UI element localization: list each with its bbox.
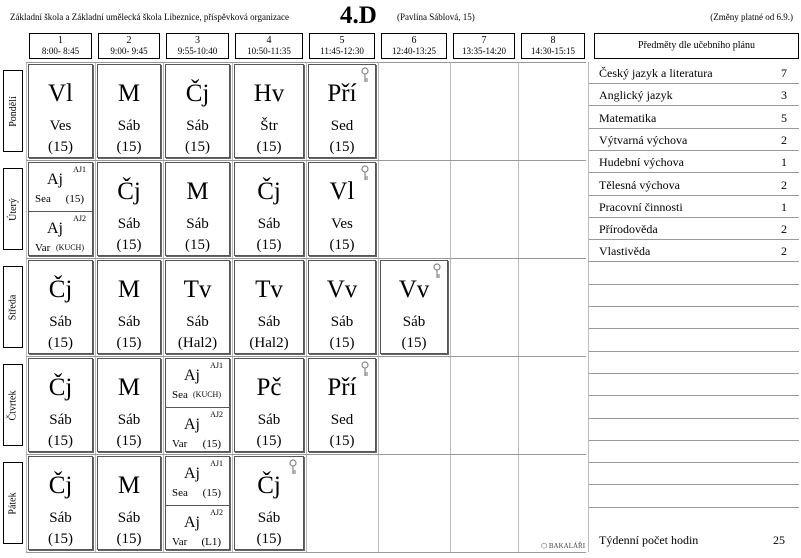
lesson-subject: Vl: [329, 178, 355, 205]
lesson-subject: Aj: [184, 514, 200, 531]
lesson-teacher: Var: [172, 536, 188, 548]
lesson-cell[interactable]: [28, 260, 93, 354]
lesson-teacher: Sea: [35, 193, 51, 205]
key-icon: [287, 459, 299, 475]
grid-row-line: [26, 62, 586, 63]
period-header-6: [381, 33, 447, 59]
lesson-cell[interactable]: [28, 358, 93, 452]
lesson-cell[interactable]: [308, 162, 376, 256]
lesson-teacher: Sáb: [49, 510, 72, 526]
lesson-subject: Aj: [47, 220, 63, 237]
lesson-teacher: Var: [172, 438, 188, 450]
lesson-teacher: Sáb: [117, 510, 141, 526]
lesson-room: (15): [256, 237, 282, 253]
period-time: 11:45-12:30: [320, 46, 364, 56]
day-name: Středa: [7, 294, 19, 320]
group-label: AJ2: [73, 214, 86, 223]
changes-note: (Změny platné od 6.9.): [710, 12, 793, 22]
lesson-cell[interactable]: [165, 456, 230, 550]
subject-row: [589, 397, 799, 419]
subject-hours: 2: [781, 177, 787, 192]
class-teacher: (Pavlína Sáblová, 15): [397, 12, 475, 22]
lesson-room: (15): [116, 139, 142, 155]
lesson-cell[interactable]: [165, 260, 230, 354]
lesson-room: (Hal2): [177, 335, 218, 351]
lesson-subject: M: [117, 472, 141, 499]
grid-row-line: [26, 258, 586, 259]
lesson-room: (15): [48, 531, 73, 547]
lesson-room: (15): [48, 139, 73, 155]
lesson-room: (15): [116, 433, 142, 449]
lesson-teacher: Var: [35, 242, 51, 254]
lesson-cell[interactable]: [28, 456, 93, 550]
subject-name: Výtvarná výchova: [599, 132, 688, 147]
lesson-cell[interactable]: [234, 162, 304, 256]
lesson-room: (15): [401, 335, 427, 351]
weekly-total-row: [589, 528, 799, 552]
lesson-room: (15): [116, 335, 142, 351]
group-lesson[interactable]: [29, 211, 92, 259]
day-label-5: [3, 462, 23, 544]
grid-row-line: [26, 552, 586, 553]
lesson-room: (15): [48, 433, 73, 449]
subject-row: [589, 374, 799, 396]
subject-name: Vlastivěda: [599, 244, 651, 259]
lesson-room: (15): [256, 433, 282, 449]
group-label: AJ2: [210, 508, 223, 517]
lesson-room: (15): [329, 433, 355, 449]
grid-row-line: [26, 454, 586, 455]
key-icon: [431, 263, 443, 279]
lesson-teacher: Ves: [49, 118, 72, 134]
lesson-subject: Vv: [398, 276, 430, 303]
lesson-subject: Pří: [327, 80, 357, 107]
grid-row-line: [26, 160, 586, 161]
lesson-teacher: Sáb: [117, 216, 141, 232]
subject-name: Český jazyk a literatura: [599, 66, 713, 80]
lesson-subject: Tv: [183, 276, 212, 303]
lesson-teacher: Sáb: [117, 412, 141, 428]
subject-row: [589, 285, 799, 307]
lesson-cell[interactable]: [165, 358, 230, 452]
lesson-room: (15): [329, 335, 355, 351]
lesson-teacher: Sáb: [257, 510, 281, 526]
period-header-8: [521, 33, 585, 59]
lesson-subject: Aj: [184, 367, 200, 384]
weekly-total-label: Týdenní počet hodin: [599, 533, 699, 547]
subject-row: [589, 107, 799, 129]
subject-row: [589, 196, 799, 218]
lesson-subject: Čj: [257, 472, 281, 499]
group-lesson[interactable]: [166, 505, 229, 553]
grid-column-line: [163, 62, 164, 552]
grid-row-line: [26, 356, 586, 357]
subject-hours: 2: [781, 132, 787, 147]
lesson-teacher: Sáb: [186, 216, 209, 232]
subject-row: [589, 84, 799, 106]
subject-hours: 2: [781, 244, 787, 259]
period-time: 13:35-14:20: [462, 46, 506, 56]
period-header-2: [98, 33, 160, 59]
lesson-cell[interactable]: [165, 64, 230, 158]
lesson-subject: Čj: [48, 276, 73, 303]
lesson-room: (15): [185, 237, 210, 253]
lesson-cell[interactable]: [97, 358, 161, 452]
bakalari-icon: ⬡: [541, 542, 548, 550]
lesson-room: (15): [48, 335, 73, 351]
lesson-cell[interactable]: [308, 358, 376, 452]
lesson-subject: Aj: [184, 416, 200, 433]
lesson-teacher: Sáb: [49, 412, 72, 428]
period-header-3: [166, 33, 229, 59]
subject-row: [589, 307, 799, 329]
subject-name: Anglický jazyk: [599, 88, 673, 103]
subject-row: [589, 463, 799, 485]
period-header-1: [29, 33, 92, 59]
lesson-teacher: Sáb: [117, 118, 141, 134]
subject-row: [589, 240, 799, 262]
lesson-cell[interactable]: [234, 456, 304, 550]
lesson-cell[interactable]: [165, 162, 230, 256]
lesson-teacher: Ves: [331, 216, 353, 232]
lesson-cell[interactable]: [234, 358, 304, 452]
lesson-subject: Tv: [255, 276, 283, 303]
lesson-subject: Hv: [253, 80, 285, 107]
lesson-room: (Hal2): [249, 335, 289, 351]
group-label: AJ1: [210, 361, 223, 370]
subject-name: Matematika: [599, 110, 657, 125]
lesson-teacher: Sáb: [186, 118, 209, 134]
subject-row: [589, 486, 799, 508]
key-icon: [359, 361, 371, 377]
lesson-room: (15): [256, 531, 282, 547]
grid-column-line: [450, 62, 451, 552]
lesson-subject: Aj: [47, 171, 63, 188]
lesson-room: (15): [65, 193, 84, 205]
grid-column-line: [518, 62, 519, 552]
period-number: 6: [411, 35, 417, 46]
subject-row: [589, 174, 799, 196]
period-number: 1: [58, 35, 63, 46]
key-icon: [359, 67, 371, 83]
group-lesson[interactable]: [29, 163, 92, 210]
lesson-subject: M: [186, 178, 209, 205]
lesson-subject: Čj: [48, 472, 73, 499]
grid-column-line: [378, 62, 379, 552]
lesson-subject: Čj: [117, 178, 141, 205]
lesson-subject: Čj: [48, 374, 73, 401]
period-number: 3: [195, 35, 200, 46]
lesson-subject: M: [117, 276, 141, 303]
lesson-cell[interactable]: [234, 260, 304, 354]
subject-hours: 5: [781, 110, 787, 125]
subject-name: Přírodověda: [599, 222, 658, 237]
period-time: 8:00- 8:45: [41, 46, 80, 56]
lesson-room: (15): [116, 531, 142, 547]
subject-row: [589, 151, 799, 173]
day-label-1: [3, 70, 23, 152]
subject-row: [589, 263, 799, 285]
period-number: 4: [266, 35, 272, 46]
lesson-teacher: Štr: [260, 118, 278, 134]
lesson-subject: Čj: [257, 178, 281, 205]
lesson-teacher: Sáb: [402, 314, 426, 330]
grid-column-line: [232, 62, 233, 552]
period-time: 14:30-15:15: [531, 46, 575, 56]
subject-row: [589, 441, 799, 463]
lesson-subject: Pč: [256, 374, 282, 401]
lesson-cell[interactable]: [28, 162, 93, 256]
period-number: 7: [481, 35, 487, 46]
lesson-teacher: Sáb: [186, 314, 209, 330]
lesson-room: (KUCH): [193, 390, 221, 399]
group-lesson[interactable]: [166, 457, 229, 504]
subject-hours: 2: [781, 222, 787, 237]
lesson-cell[interactable]: [380, 260, 448, 354]
period-time: 9:55-10:40: [177, 46, 218, 56]
subject-row: [589, 419, 799, 441]
period-header-7: [453, 33, 515, 59]
lesson-teacher: Sed: [330, 118, 354, 134]
lesson-teacher: Sea: [172, 487, 188, 499]
subject-hours: 1: [781, 155, 787, 170]
bakalari-brand: BAKALÁŘI: [548, 542, 586, 550]
lesson-teacher: Sáb: [257, 216, 281, 232]
grid-column-line: [26, 62, 27, 552]
subjects-panel: [589, 62, 801, 552]
lesson-teacher: Sáb: [257, 412, 281, 428]
subject-row: [589, 330, 799, 352]
subject-name: Hudební výchova: [599, 155, 684, 170]
grid-column-line: [306, 62, 307, 552]
subject-name: Tělesná výchova: [599, 177, 680, 192]
lesson-cell[interactable]: [97, 260, 161, 354]
lesson-subject: Aj: [184, 465, 200, 482]
subject-row: [589, 62, 799, 84]
lesson-teacher: Sea: [172, 389, 188, 401]
group-label: AJ2: [210, 410, 223, 419]
lesson-room: (15): [329, 237, 355, 253]
grid-column-line: [95, 62, 96, 552]
subject-row: [589, 352, 799, 374]
subject-row: [589, 218, 799, 240]
subject-hours: 1: [781, 199, 787, 214]
lesson-subject: Vv: [326, 276, 358, 303]
lesson-room: (15): [185, 139, 210, 155]
lesson-room: (15): [329, 139, 355, 155]
group-lesson[interactable]: [166, 407, 229, 455]
lesson-teacher: Sed: [330, 412, 354, 428]
group-label: AJ1: [210, 459, 223, 468]
day-label-3: [3, 266, 23, 348]
day-name: Čtvrtek: [7, 390, 19, 420]
lesson-cell[interactable]: [97, 64, 161, 158]
subject-name: Pracovní činnosti: [599, 199, 683, 214]
period-time: 12:40-13:25: [392, 46, 436, 56]
lesson-teacher: Sáb: [117, 314, 141, 330]
group-label: AJ1: [73, 165, 86, 174]
period-number: 5: [339, 35, 345, 46]
lesson-cell[interactable]: [308, 260, 376, 354]
subjects-panel-title: Předměty dle učebního plánu: [594, 33, 799, 59]
period-header-4: [235, 33, 303, 59]
school-name: Základní škola a Základní umělecká škola Libeznice, příspěvková organizace: [10, 12, 289, 22]
lesson-room: (KUCH): [56, 243, 84, 252]
lesson-subject: Pří: [327, 374, 357, 401]
day-name: Pátek: [7, 491, 19, 515]
period-time: 10:50-11:35: [247, 46, 291, 56]
day-name: Úterý: [7, 197, 19, 221]
period-header-5: [309, 33, 375, 59]
lesson-cell[interactable]: [97, 456, 161, 550]
subject-row: [589, 129, 799, 151]
period-time: 9:00- 9:45: [110, 46, 148, 56]
lesson-cell[interactable]: [234, 64, 304, 158]
lesson-subject: M: [117, 80, 141, 107]
lesson-cell[interactable]: [97, 162, 161, 256]
key-icon: [359, 165, 371, 181]
weekly-total-value: 25: [773, 533, 785, 547]
bakalari-logo: [541, 542, 585, 550]
period-number: 8: [550, 35, 556, 46]
lesson-subject: Čj: [185, 80, 210, 107]
lesson-teacher: Sáb: [257, 314, 281, 330]
lesson-subject: Vl: [48, 80, 73, 107]
period-number: 2: [126, 35, 132, 46]
lesson-subject: M: [117, 374, 141, 401]
day-name: Pondělí: [7, 95, 19, 127]
group-lesson[interactable]: [166, 359, 229, 406]
class-title: 4.D: [340, 2, 377, 29]
lesson-room: (15): [116, 237, 142, 253]
lesson-room: (15): [202, 487, 221, 499]
lesson-room: (15): [202, 438, 221, 450]
subject-hours: 3: [781, 88, 787, 103]
lesson-room: (15): [256, 139, 282, 155]
day-label-4: [3, 364, 23, 446]
lesson-cell[interactable]: [28, 64, 93, 158]
lesson-teacher: Sáb: [49, 314, 72, 330]
lesson-room: (L1): [201, 536, 221, 548]
lesson-cell[interactable]: [308, 64, 376, 158]
lesson-teacher: Sáb: [330, 314, 354, 330]
subject-hours: 7: [781, 66, 787, 80]
day-label-2: [3, 168, 23, 250]
